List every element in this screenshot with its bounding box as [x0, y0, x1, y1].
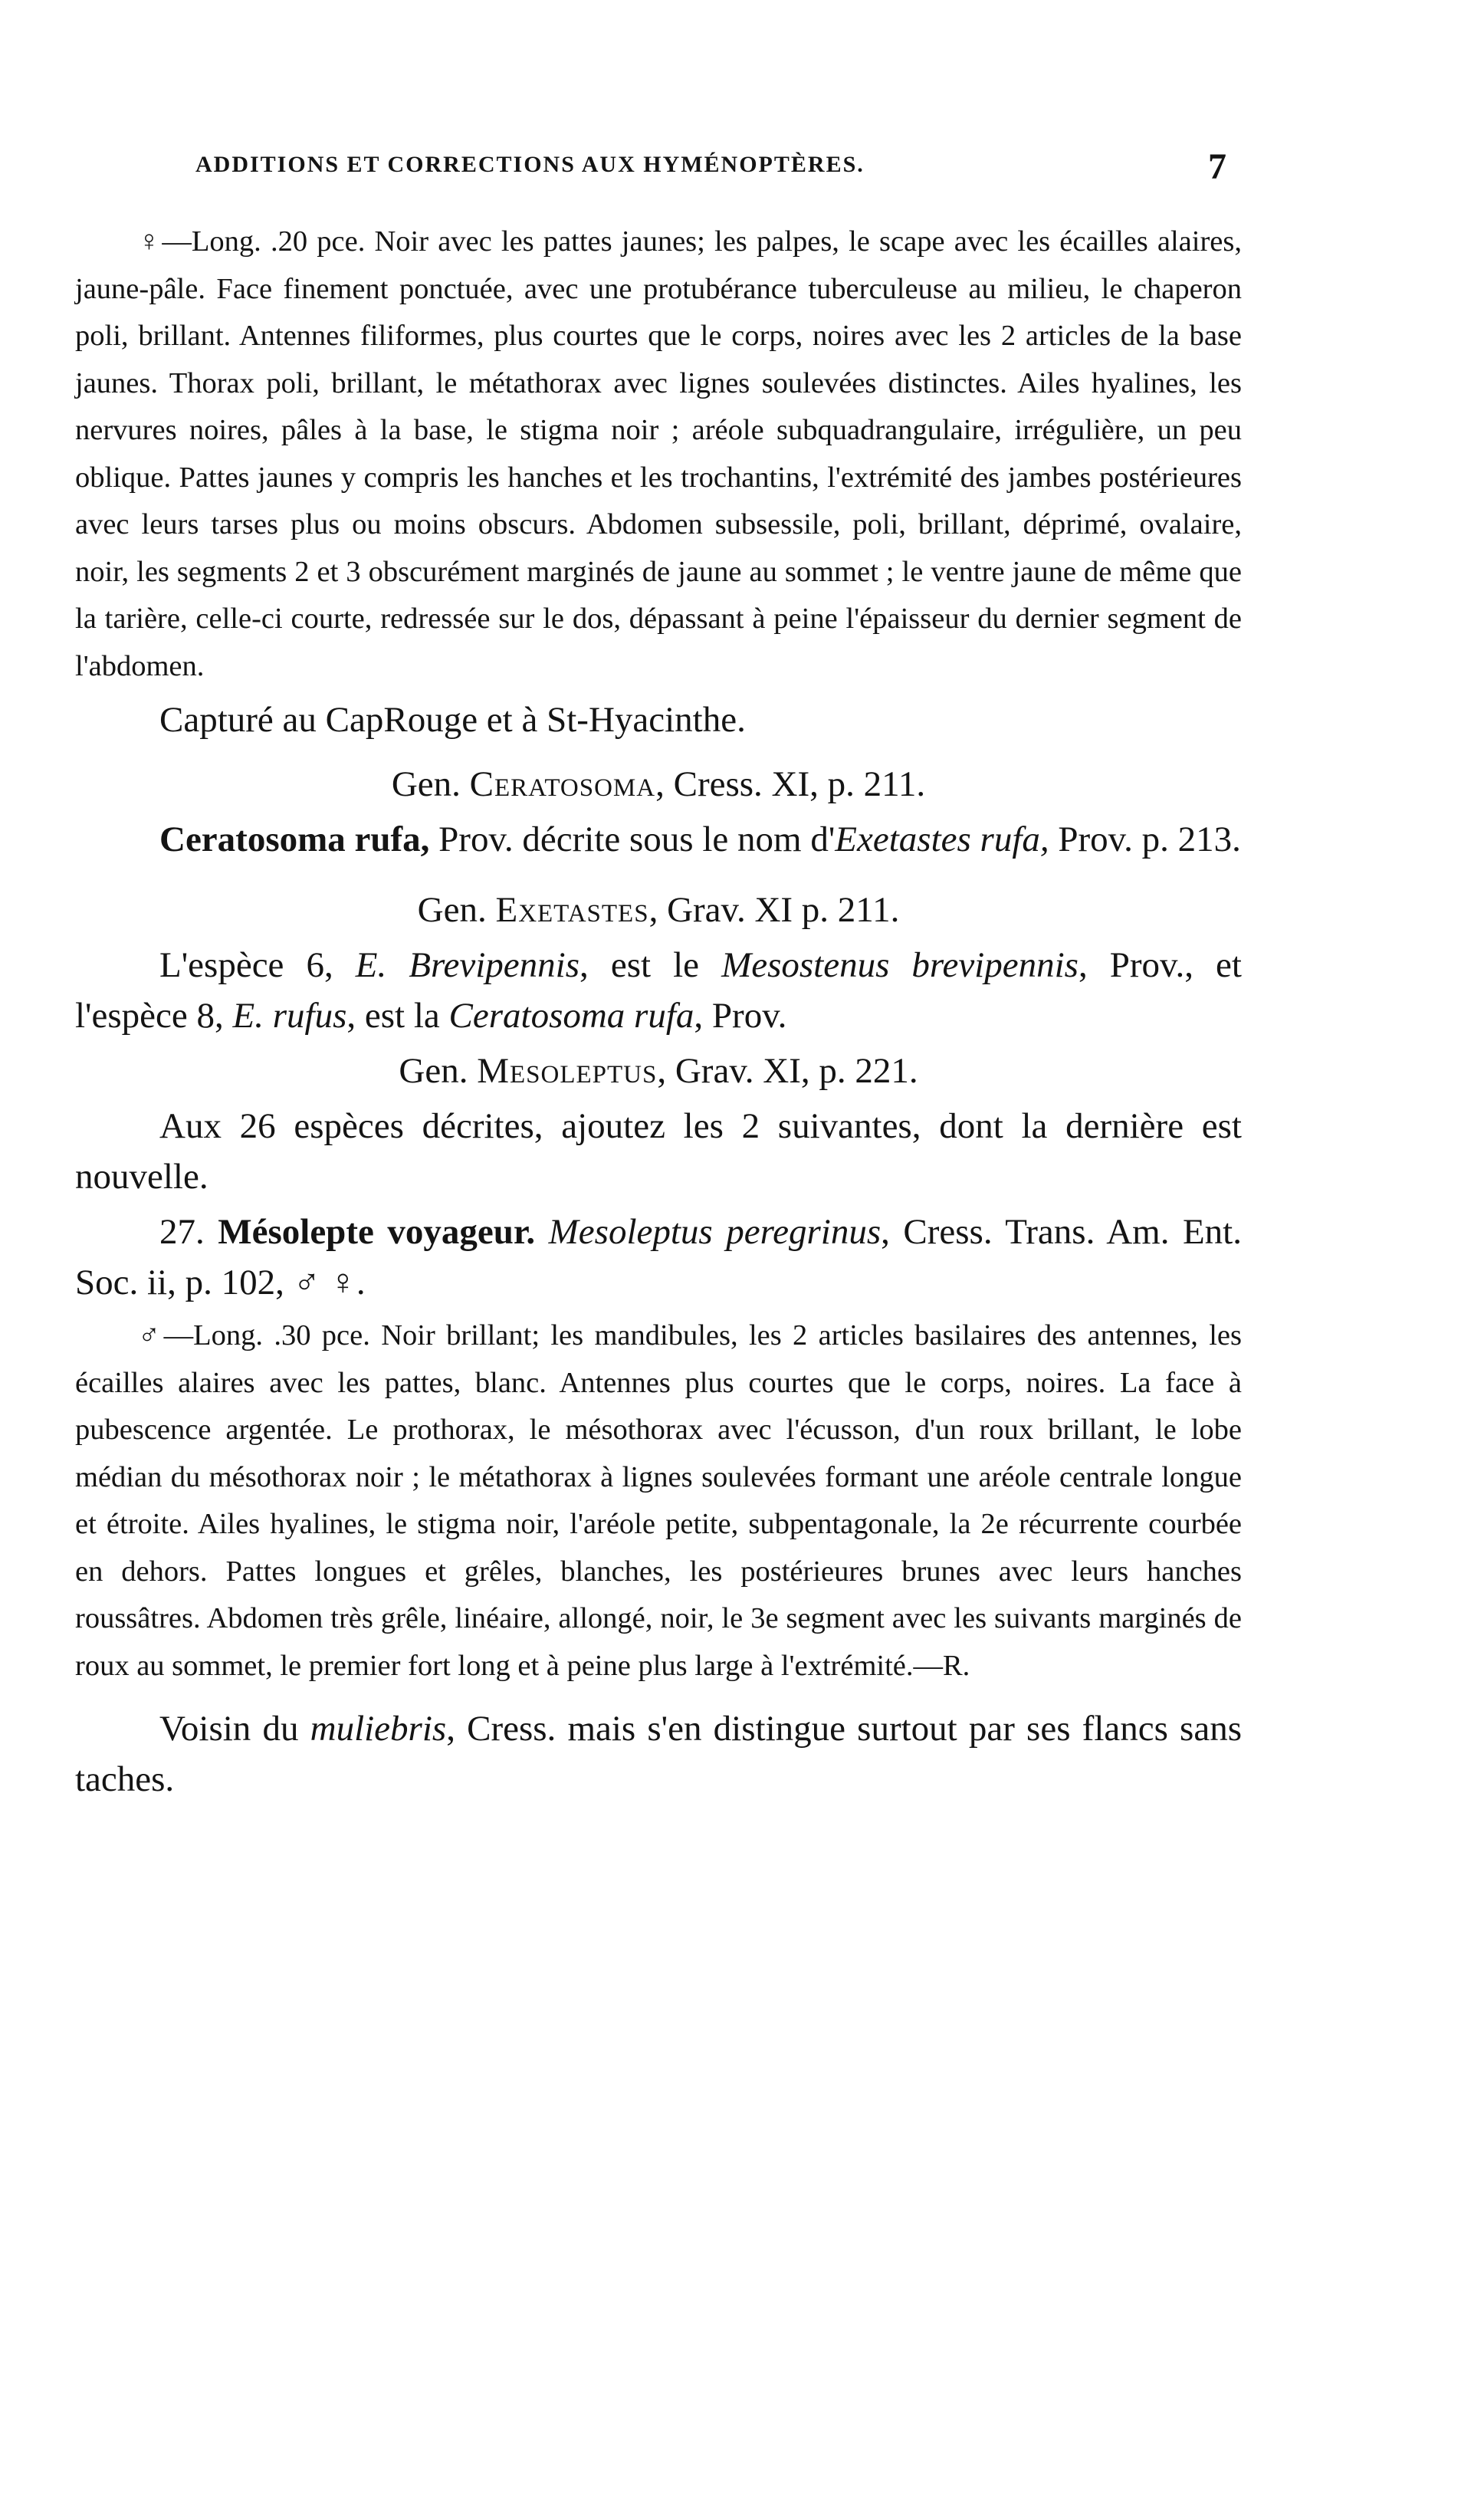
genus-heading-exetastes [75, 885, 1242, 935]
paragraph-text: , est la [346, 996, 449, 1036]
paragraph-text: , Cress. mais s'en distingue surtout par ses flancs sans taches. [75, 1709, 1242, 1799]
paragraph-text: Voisin du [159, 1709, 310, 1749]
body-text [75, 218, 1242, 1805]
genus-prefix: Gen. [399, 1051, 468, 1091]
genus-prefix: Gen. [391, 764, 461, 804]
genus-reference: , Grav. XI, p. 221. [657, 1051, 918, 1091]
italic-species: Exetastes rufa, [835, 819, 1049, 859]
male-description-paragraph: ♂—Long. .30 pce. Noir brillant; les mandibules, les 2 articles basilaires des antennes, les écailles alaires avec les pattes, blanc. Antennes plus courtes que le corps, noires. La face à pubescence argentée. Le prothorax, le mésothorax avec l'écusson, d'un roux brillant, le lobe médian du mésothorax noir ; le métathorax à lignes soulevées formant une aréole centrale longue et étroite. Ailes hyalines, le stigma noir, l'aréole petite, subpentagonale, la 2e récurrente courbée en dehors. Pattes longues et grêles, blanches, les postérieures brunes avec leurs hanches roussâtres. Abdomen très grêle, linéaire, allongé, noir, le 3e segment avec les suivants marginés de roux au sommet, le premier fort long et à peine plus large à l'extrémité.—R. [75, 1319, 1242, 1682]
italic-species: muliebris [310, 1709, 447, 1749]
species-number: 27. [159, 1212, 218, 1252]
ajoutez-paragraph: Aux 26 espèces décrites, ajoutez les 2 suivantes, dont la dernière est nouvelle. [75, 1106, 1242, 1197]
paragraph-text: Prov. p. 213. [1049, 819, 1241, 859]
genus-name: Mesoleptus [477, 1051, 658, 1091]
genus-reference: , Cress. XI, p. 211. [655, 764, 926, 804]
paragraph-text: , est le [579, 945, 722, 985]
page-number: 7 [1208, 146, 1226, 187]
espece-note-paragraph [75, 940, 1242, 1041]
genus-heading-mesoleptus [75, 1046, 1242, 1096]
female-description-paragraph: ♀—Long. .20 pce. Noir avec les pattes jaunes; les palpes, le scape avec les écailles alaires, jaune-pâle. Face finement ponctuée, avec une protubérance tuberculeuse au milieu, le chaperon poli, brillant. Antennes filiformes, plus courtes que le corps, noires avec les 2 articles de la base jaunes. Thorax poli, brillant, le métathorax avec lignes soulevées distinctes. Ailes hyalines, les nervures noires, pâles à la base, le stigma noir ; aréole subquadrangulaire, irrégulière, un peu oblique. Pattes jaunes y compris les hanches et les trochantins, l'extrémité des jambes postérieures avec leurs tarses plus ou moins obscurs. Abdomen subsessile, poli, brillant, déprimé, ovalaire, noir, les segments 2 et 3 obscurément marginés de jaune au sommet ; le ventre jaune de même que la tarière, celle-ci courte, redressée sur le dos, dépassant à peine l'épaisseur du dernier segment de l'abdomen. [75, 225, 1242, 682]
paragraph-text: , Cress. Trans. Am. Ent. Soc. ii, p. 102, ♂ ♀. [75, 1212, 1242, 1302]
paragraph-text: Prov. décrite sous le nom d' [429, 819, 836, 859]
paragraph-text: L'espèce 6, [159, 945, 356, 985]
genus-heading-ceratosoma [75, 759, 1242, 810]
italic-species: Mesoleptus peregrinus [535, 1212, 882, 1252]
italic-species: Mesostenus brevipennis [721, 945, 1079, 985]
paragraph-text: , Prov., et l'espèce 8, [75, 945, 1242, 1036]
ceratosoma-rufa-paragraph [75, 814, 1242, 865]
species-name: Ceratosoma rufa, [159, 819, 430, 859]
genus-reference: , Grav. XI p. 211. [648, 890, 900, 930]
capture-locality-paragraph: Capturé au CapRouge et à St-Hyacinthe. [159, 700, 746, 740]
genus-name: Exetastes [495, 890, 649, 930]
species-name: Mésolepte voyageur. [218, 1212, 536, 1252]
italic-species: E. Brevipennis [355, 945, 580, 985]
species-27-paragraph [75, 1207, 1242, 1308]
italic-species: E. rufus [232, 996, 347, 1036]
genus-prefix: Gen. [417, 890, 487, 930]
voisin-paragraph [75, 1703, 1242, 1805]
running-title: ADDITIONS ET CORRECTIONS AUX HYMÉNOPTÈRES. [195, 152, 865, 177]
running-head [195, 146, 1226, 190]
paragraph-text: , Prov. [694, 996, 787, 1036]
italic-species: Ceratosoma rufa [448, 996, 694, 1036]
genus-name: Ceratosoma [469, 764, 656, 804]
